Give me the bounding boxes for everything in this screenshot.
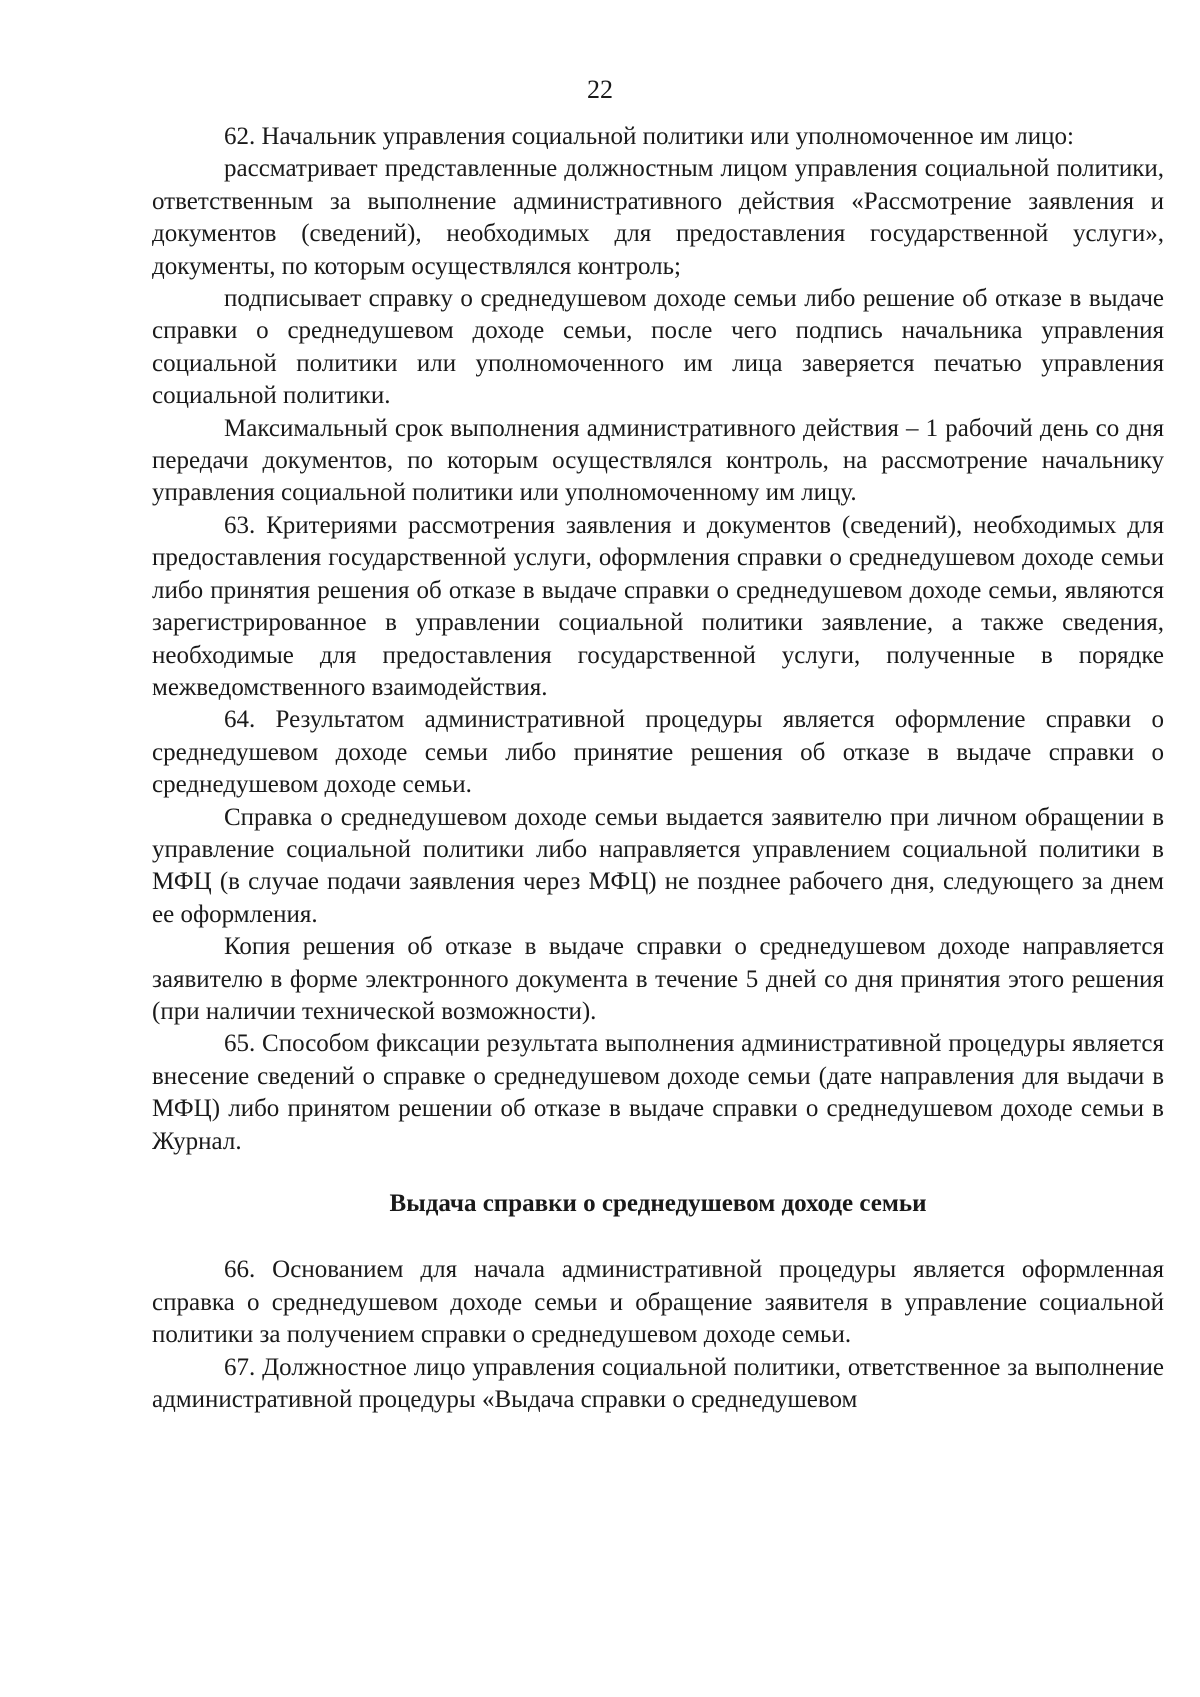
paragraph-66: 66. Основанием для начала административной процедуры является оформленная справка о среднедушевом доходе семьи и обращение заявителя в управление социальной политики за получением справки о среднедушевом доходе семьи. <box>152 1256 1164 1349</box>
section-heading: Выдача справки о среднедушевом доходе семьи <box>389 1190 927 1217</box>
paragraph-65: 65. Способом фиксации результата выполнения административной процедуры является внесение сведений о справке о среднедушевом доходе семьи (дате направления для выдачи в МФЦ) либо принятом решении об отказе в выдаче справки о среднедушевом доходе семьи в Журнал. <box>152 1030 1164 1155</box>
paragraph-67: 67. Должностное лицо управления социальной политики, ответственное за выполнение административной процедуры «Выдача справки о среднедушевом <box>152 1353 1164 1414</box>
paragraph-63: 63. Критериями рассмотрения заявления и документов (сведений), необходимых для предоставления государственной услуги, оформления справки о среднедушевом доходе семьи либо принятия решения об отказе в выдаче справки о среднедушевом доходе семьи, являются зарегистрированное в управлении социальной политики заявление, а также сведения, необходимые для предоставления государственной услуги, полученные в порядке межведомственного взаимодействия. <box>152 511 1164 701</box>
paragraph-64-copy: Копия решения об отказе в выдаче справки о среднедушевом доходе направляется заявителю в форме электронного документа в течение 5 дней со дня принятия этого решения (при наличии технической возможности). <box>152 933 1164 1025</box>
paragraph-62-deadline: Максимальный срок выполнения административного действия – 1 рабочий день со дня передачи документов, по которым осуществлялся контроль, на рассмотрение начальнику управления социальной политики или уполномоченному им лицу. <box>152 414 1164 507</box>
paragraph-62-sign: подписывает справку о среднедушевом доходе семьи либо решение об отказе в выдаче справки о среднедушевом доходе семьи, после чего подпись начальника управления социальной политики или уполномоченного им лица заверяется печатью управления социальной политики. <box>152 285 1164 410</box>
page-number: 22 <box>587 75 613 104</box>
paragraph-62-review: рассматривает представленные должностным лицом управления социальной политики, ответственным за выполнение административного действия «Рассмотрение заявления и документов (сведений), необходимых для предоставления государственной услуги», документы, по которым осуществлялся контроль; <box>152 155 1164 280</box>
paragraph-64: 64. Результатом административной процедуры является оформление справки о среднедушевом доходе семьи либо принятие решения об отказе в выдаче справки о среднедушевом доходе семьи. <box>152 706 1164 799</box>
document-body <box>152 121 1164 1416</box>
paragraph-64-issue: Справка о среднедушевом доходе семьи выдается заявителю при личном обращении в управление социальной политики либо направляется управлением социальной политики в МФЦ (в случае подачи заявления через МФЦ) не позднее рабочего дня, следующего за днем ее оформления. <box>152 803 1164 928</box>
paragraph-62-intro: 62. Начальник управления социальной политики или уполномоченное им лицо: <box>224 123 1074 150</box>
